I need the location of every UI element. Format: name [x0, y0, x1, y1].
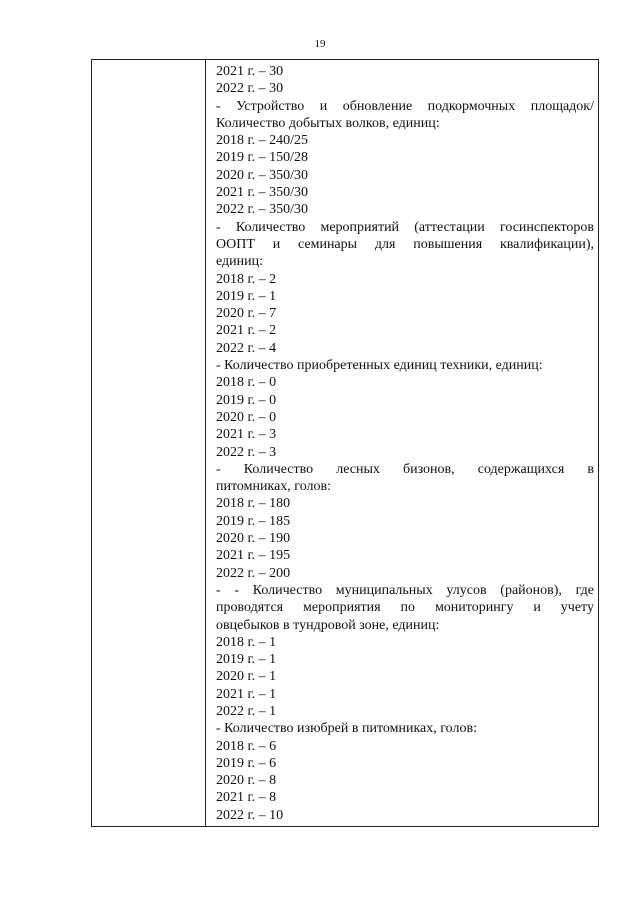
paragraph-line: питомниках, голов: — [216, 479, 331, 495]
text-line: - Количество приобретенных единиц техники, единиц: — [216, 358, 543, 374]
paragraph-line: проводятся мероприятия по мониторингу и учету — [216, 600, 594, 616]
text-line: 2019 г. – 1 — [216, 288, 277, 304]
text-line: 2020 г. – 190 — [216, 531, 291, 547]
table-left-column — [92, 60, 206, 826]
text-line: 2022 г. – 10 — [216, 807, 284, 823]
text-line: 2019 г. – 0 — [216, 392, 277, 408]
text-line: 2018 г. – 0 — [216, 375, 277, 391]
paragraph-line: - Количество мероприятий (аттестации госинспекторов — [216, 219, 594, 235]
text-line: 2019 г. – 150/28 — [216, 150, 309, 166]
text-line: 2020 г. – 8 — [216, 773, 277, 789]
text-line: 2018 г. – 2 — [216, 271, 277, 287]
paragraph-line: - Устройство и обновление подкормочных площадок/ — [216, 98, 594, 114]
paragraph-line: - - Количество муниципальных улусов (районов), где — [216, 582, 594, 598]
text-line: 2022 г. – 3 — [216, 444, 277, 460]
text-line: 2022 г. – 200 — [216, 565, 291, 581]
text-line: 2020 г. – 0 — [216, 409, 277, 425]
text-line: 2018 г. – 240/25 — [216, 133, 309, 149]
text-line: 2022 г. – 4 — [216, 340, 277, 356]
text-line: 2018 г. – 180 — [216, 496, 291, 512]
text-line: 2021 г. – 30 — [216, 64, 284, 79]
indicator-table — [91, 59, 599, 827]
paragraph-line: овцебыков в тундровой зоне, единиц: — [216, 617, 440, 633]
paragraph-line: - Количество лесных бизонов, содержащихся в — [216, 461, 594, 477]
text-line: 2021 г. – 195 — [216, 548, 291, 564]
text-line: 2020 г. – 1 — [216, 669, 277, 685]
text-line: 2019 г. – 185 — [216, 513, 291, 529]
indicator-paragraph — [216, 461, 594, 496]
text-line: 2021 г. – 1 — [216, 686, 277, 702]
text-line: 2020 г. – 350/30 — [216, 167, 309, 183]
text-line: 2021 г. – 8 — [216, 790, 277, 806]
text-line: 2021 г. – 2 — [216, 323, 277, 339]
text-line: 2022 г. – 1 — [216, 703, 277, 719]
page-number: 19 — [314, 38, 326, 50]
text-line: 2018 г. – 1 — [216, 634, 277, 650]
indicator-paragraph — [216, 98, 594, 133]
text-line: 2019 г. – 1 — [216, 652, 277, 668]
text-line: 2020 г. – 7 — [216, 306, 277, 322]
table-right-column — [216, 63, 594, 824]
text-line: 2022 г. – 350/30 — [216, 202, 309, 218]
text-line: 2018 г. – 6 — [216, 738, 277, 754]
text-line: - Количество изюбрей в питомниках, голов: — [216, 721, 477, 737]
paragraph-line: ООПТ и семинары для повышения квалификации), — [216, 236, 594, 252]
text-line: 2019 г. – 6 — [216, 755, 277, 771]
paragraph-line: Количество добытых волков, единиц: — [216, 115, 440, 131]
text-line: 2022 г. – 30 — [216, 81, 284, 97]
text-line: 2021 г. – 350/30 — [216, 185, 309, 201]
paragraph-line: единиц: — [216, 254, 264, 270]
indicator-paragraph — [216, 219, 594, 271]
text-line: 2021 г. – 3 — [216, 427, 277, 443]
indicator-paragraph — [216, 582, 594, 634]
